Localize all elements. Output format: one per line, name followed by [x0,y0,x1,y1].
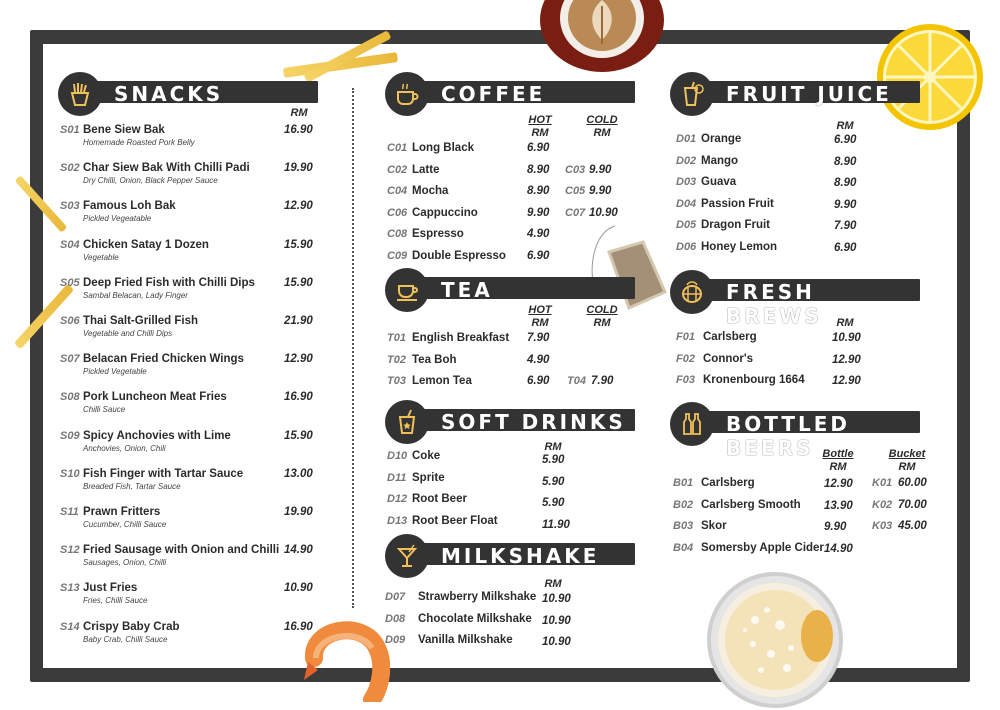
item-name: Char Siew Bak With Chilli Padi [83,162,250,175]
bottle-price: 12.90 [824,478,853,490]
cocktail-glass-icon [385,534,429,578]
item-description: Sambal Belacan, Lady Finger [83,290,188,300]
item-price: 6.90 [834,134,857,146]
item-description: Homemade Roasted Pork Belly [83,138,195,147]
item-price: 15.90 [284,276,313,289]
item-name: Passion Fruit [701,197,774,210]
item-description: Vegetable [83,252,119,262]
item-name: Guava [701,176,737,189]
item-name: Thai Salt-Grilled Fish [83,315,199,327]
bottle-price: 13.90 [824,499,853,512]
item-description: Breaded Fish, Tartar Sauce [83,481,181,491]
cold-item-code: T04 [567,375,586,388]
item-code: F03 [676,374,695,387]
item-code: F01 [676,331,695,343]
item-code: S03 [60,200,80,213]
item-code: B01 [673,477,694,489]
item-price: 16.90 [284,620,313,633]
item-code: S10 [60,467,80,480]
bottle-price: 9.90 [824,521,847,534]
item-price: 16.90 [284,391,313,404]
item-name: Bene Siew Bak [83,124,165,136]
item-price: 13.00 [284,467,313,480]
item-code: S05 [60,276,80,289]
item-code: S01 [60,124,80,136]
item-name: Spicy Anchovies with Lime [83,429,231,442]
fresh-brews-title: FRESH BREWS [726,280,822,328]
item-code: S07 [60,353,80,366]
item-name: Coke [412,450,441,462]
bottled-beers-header [670,402,920,460]
item-code: S06 [60,315,80,327]
item-name: Chocolate Milkshake [418,612,532,625]
item-price: 12.90 [284,200,313,213]
hot-price: 6.90 [527,375,550,388]
item-code: C04 [387,185,408,198]
item-name: Pork Luncheon Meat Fries [83,391,227,404]
item-code: T02 [387,353,406,366]
item-name: Root Beer [412,493,467,506]
item-code: S02 [60,162,80,175]
item-name: Lemon Tea [412,375,472,388]
item-price: 10.90 [542,593,571,605]
item-name: Prawn Fritters [83,506,161,518]
item-name: Somersby Apple Cider [701,541,824,554]
item-price: 10.90 [832,332,861,344]
item-code: B03 [673,520,694,533]
item-description: Sausages, Onion, Chilli [83,558,167,568]
item-code: B02 [673,498,694,511]
bottle-price: 14.90 [824,542,853,555]
cold-price: 9.90 [589,163,612,176]
item-name: Vanilla Milkshake [418,634,513,647]
snacks-rm-header: RM [290,107,308,119]
item-name: Chicken Satay 1 Dozen [83,238,209,251]
item-price: 19.90 [284,162,313,175]
item-code: C06 [387,206,408,219]
item-code: S13 [60,582,80,595]
cold-price: 10.90 [589,206,618,219]
item-code: D07 [385,591,406,603]
item-price: 7.90 [834,220,857,233]
tea-cold-header: COLD RM [586,304,618,329]
item-name: Crispy Baby Crab [83,620,180,633]
bottle-header: Bottle RM [822,448,854,473]
item-name: Connor's [703,352,754,365]
coffee-header [385,72,635,116]
hot-price: 7.90 [527,332,550,344]
item-description: Pickled Vegetable [83,367,147,377]
hot-price: 9.90 [527,206,550,219]
item-code: S11 [60,506,79,518]
item-price: 5.90 [542,475,565,488]
item-code: T03 [387,375,406,388]
beer-glass-image [705,570,845,710]
item-name: English Breakfast [412,332,510,344]
fresh-brews-rm-header: RM [836,317,854,329]
bucket-price: 70.00 [898,498,927,511]
cold-price: 7.90 [591,375,614,388]
item-price: 15.90 [284,238,313,251]
milkshake-rm-header: RM [544,578,562,590]
milkshake-header [385,534,635,578]
bucket-price: 45.00 [898,520,927,533]
item-code: D11 [387,471,407,484]
item-name: Belacan Fried Chicken Wings [83,353,244,366]
item-code: D03 [676,176,697,189]
item-price: 5.90 [542,497,565,510]
item-code: D05 [676,219,697,232]
coffee-title: COFFEE [441,82,546,106]
item-code: S09 [60,429,80,442]
fries-icon [58,72,102,116]
item-code: D13 [387,514,408,527]
bucket-item-code: K02 [872,498,893,511]
item-code: C02 [387,163,408,176]
item-name: Mango [701,154,739,167]
item-name: Dragon Fruit [701,219,770,232]
item-code: D02 [676,154,697,167]
item-code: S12 [60,544,80,557]
item-price: 15.90 [284,429,313,442]
item-price: 12.90 [832,353,861,366]
item-name: Root Beer Float [412,514,498,527]
item-name: Deep Fried Fish with Chilli Dips [83,276,255,289]
cold-item-code: C03 [565,163,586,176]
item-code: S14 [60,620,80,633]
item-name: Kronenbourg 1664 [703,374,805,387]
item-name: Strawberry Milkshake [418,591,537,603]
item-name: Just Fries [83,582,138,595]
item-code: F02 [676,352,695,365]
item-name: Long Black [412,142,474,154]
item-price: 10.90 [542,636,571,649]
item-price: 10.90 [542,614,571,627]
item-price: 12.90 [284,353,313,366]
item-code: C08 [387,228,408,241]
bucket-item-code: K03 [872,520,893,533]
item-description: Vegetable and Chilli Dips [83,329,173,338]
item-name: Famous Loh Bak [83,200,176,213]
column-divider [352,88,354,608]
item-name: Cappuccino [412,206,478,219]
item-code: D09 [385,634,406,647]
bucket-price: 60.00 [898,477,927,489]
hot-price: 6.90 [527,250,550,262]
item-name: Espresso [412,228,464,241]
item-description: Baby Crab, Chilli Sauce [83,634,168,644]
fruit-juice-header [670,72,920,116]
tea-title: TEA [441,278,493,302]
item-code: D10 [387,450,408,462]
item-price: 16.90 [284,124,313,136]
item-name: Fish Finger with Tartar Sauce [83,467,244,480]
teacup-icon [385,268,429,312]
item-description: Chilli Sauce [83,405,126,415]
fruit-juice-rm-header: RM [836,120,854,132]
item-name: Carlsberg Smooth [701,498,801,511]
item-code: T01 [387,332,406,344]
snacks-header [58,72,318,116]
snacks-title: SNACKS [114,82,224,106]
coffee-cold-header: COLD RM [586,114,618,139]
bucket-item-code: K01 [872,477,893,489]
coffee-cup-icon [385,72,429,116]
hot-price: 8.90 [527,163,550,176]
item-price: 14.90 [284,544,313,557]
item-price: 10.90 [284,582,313,595]
item-code: B04 [673,541,694,554]
hot-price: 4.90 [527,228,550,241]
cold-item-code: C07 [565,206,586,219]
item-code: D08 [385,612,406,625]
soft-drinks-rm-header: RM [544,441,562,453]
item-price: 19.90 [284,506,313,518]
item-name: Tea Boh [412,353,457,366]
item-name: Latte [412,163,440,176]
item-description: Fries, Chilli Sauce [83,596,148,606]
item-code: D01 [676,133,697,145]
item-description: Anchovies, Onion, Chili [83,443,166,453]
soda-cup-icon [385,400,429,444]
item-name: Carlsberg [701,477,755,489]
item-name: Sprite [412,471,445,484]
cold-item-code: C05 [565,185,586,198]
bucket-header: Bucket RM [888,448,926,473]
item-price: 6.90 [834,242,857,254]
item-name: Honey Lemon [701,241,778,253]
cold-price: 9.90 [589,185,612,198]
item-price: 5.90 [542,454,565,466]
hot-price: 8.90 [527,185,550,198]
item-code: D06 [676,241,697,253]
item-code: S08 [60,391,80,404]
item-code: D04 [676,197,697,210]
item-name: Mocha [412,185,449,198]
shrimp-image [302,618,390,702]
soft-drinks-title: SOFT DRINKS [441,410,626,434]
item-code: D12 [387,493,408,506]
hot-price: 4.90 [527,353,550,366]
item-code: C01 [387,142,408,154]
item-price: 8.90 [834,155,857,168]
milkshake-title: MILKSHAKE [441,544,600,568]
item-name: Skor [701,520,727,533]
coffee-hot-header: HOT RM [528,114,552,139]
tea-hot-header: HOT RM [528,304,552,329]
item-price: 12.90 [832,375,861,388]
latte-cup-image [540,0,664,72]
beer-bottles-icon [670,402,714,446]
item-code: S04 [60,238,80,251]
juice-glass-icon [670,72,714,116]
item-price: 8.90 [834,177,857,190]
item-price: 21.90 [284,315,313,327]
item-name: Double Espresso [412,250,506,262]
bottled-beers-title: BOTTLED BEERS [726,412,850,460]
item-price: 11.90 [542,518,570,531]
fruit-juice-title: FRUIT JUICE [726,82,892,106]
item-name: Fried Sausage with Onion and Chilli [83,544,280,557]
item-description: Dry Chilli, Onion, Black Pepper Sauce [83,176,218,186]
hot-price: 6.90 [527,142,550,154]
item-name: Carlsberg [703,331,757,343]
beer-barrel-icon [670,270,714,314]
item-description: Pickled Vegeatable [83,214,152,224]
item-price: 9.90 [834,198,857,211]
item-description: Cucumber, Chilli Sauce [83,520,167,529]
item-name: Orange [701,133,742,145]
item-code: C09 [387,250,408,262]
soft-drinks-header [385,400,635,444]
